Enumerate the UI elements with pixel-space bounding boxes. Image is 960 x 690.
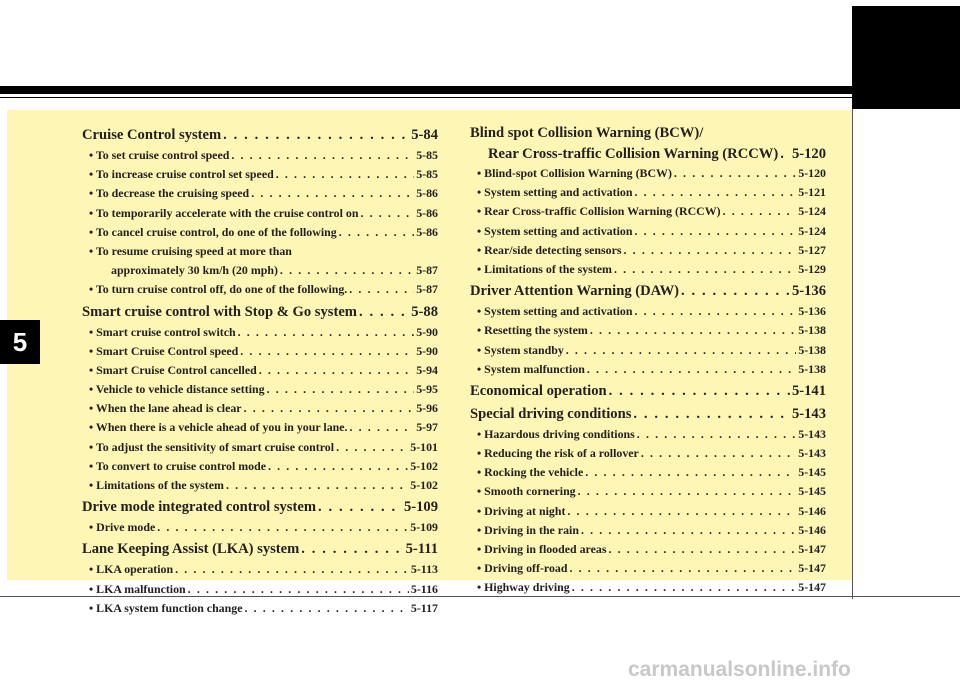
toc-subentry-title: • When the lane ahead is clear: [89, 399, 242, 418]
toc-subentry[interactable]: [470, 482, 826, 501]
toc-subentry-title: • To decrease the cruising speed: [89, 184, 249, 203]
toc-subentry[interactable]: [470, 183, 826, 202]
dot-leader: [337, 223, 415, 242]
toc-subentry-page: 5-147: [798, 561, 826, 576]
corner-block: [852, 6, 960, 109]
dot-leader: [583, 463, 796, 482]
toc-section[interactable]: [470, 280, 826, 302]
toc-subentry-page: 5-109: [410, 520, 438, 535]
toc-subentry-title: • System malfunction: [477, 360, 585, 379]
toc-subentry[interactable]: [82, 476, 438, 495]
toc-subentry-title: • Reducing the risk of a rollover: [477, 444, 639, 463]
toc-subentry[interactable]: [470, 341, 826, 360]
dot-leader: [186, 580, 409, 599]
dot-leader: [224, 476, 408, 495]
toc-subentry-title: • Smart cruise control switch: [89, 323, 236, 342]
toc-subentry-title: • When there is a vehicle ahead of you in your lane.: [89, 418, 348, 437]
toc-subentry[interactable]: [82, 223, 438, 242]
toc-subentry[interactable]: [82, 418, 438, 437]
toc-subentry-title: • Rear Cross-traffic Collision Warning (RCCW): [477, 202, 721, 221]
dot-leader: [778, 144, 790, 164]
header-thin-rule: [0, 97, 852, 98]
toc-subentry-title: • System setting and activation: [477, 222, 632, 241]
toc-subentry[interactable]: [82, 184, 438, 203]
toc-subentry[interactable]: [82, 342, 438, 361]
dot-leader: [236, 323, 415, 342]
toc-subentry-title: • To cancel cruise control, do one of the following: [89, 223, 337, 242]
toc-subentry[interactable]: [82, 280, 438, 299]
watermark: carmanualsonline.info: [628, 658, 851, 681]
toc-subentry-title: • Limitations of the system: [89, 476, 224, 495]
dot-leader: [274, 165, 414, 184]
dot-leader: [265, 380, 415, 399]
toc-subentry-page: 5-143: [798, 426, 826, 441]
toc-subentry-title: • Rear/side detecting sensors: [477, 241, 622, 260]
toc-subentry-page: 5-129: [798, 261, 826, 276]
dot-leader: [639, 444, 796, 463]
toc-subentry-title: • Driving off-road: [477, 559, 567, 578]
toc-subentry[interactable]: [470, 463, 826, 482]
toc-section-page: 5-109: [403, 499, 438, 516]
toc-subentry-title: • Driving in the rain: [477, 521, 579, 540]
dot-leader: [347, 280, 414, 299]
toc-subentry-page: 5-117: [410, 600, 438, 615]
dot-leader: [635, 425, 796, 444]
toc-section-title: Drive mode integrated control system: [82, 499, 316, 516]
dot-leader: [242, 599, 408, 618]
dot-leader: [721, 202, 797, 221]
toc-subentry-title: • Drive mode: [89, 518, 155, 537]
dot-leader: [242, 399, 415, 418]
margin-rule: [852, 109, 853, 599]
toc-subentry-page: 5-102: [410, 478, 438, 492]
toc-subentry-page: 5-138: [798, 342, 826, 357]
toc-subentry-page: 5-147: [798, 580, 826, 595]
dot-leader: [334, 438, 408, 457]
toc-subentry[interactable]: [470, 360, 826, 379]
toc-subentry-title: • Smart Cruise Control cancelled: [89, 361, 257, 380]
toc-subentry-page: 5-90: [416, 324, 438, 339]
toc-subentry-title: • To adjust the sensitivity of smart cruise control: [89, 438, 334, 457]
dot-leader: [622, 241, 797, 260]
toc-subentry-page: 5-86: [416, 186, 438, 201]
toc-subentry-page: 5-146: [798, 522, 826, 537]
toc-section[interactable]: [82, 538, 438, 560]
toc-subentry-page: 5-120: [798, 166, 826, 180]
toc-subentry-title: • Driving at night: [477, 502, 565, 521]
dot-leader: [612, 260, 796, 279]
toc-section[interactable]: [470, 403, 826, 425]
toc-subentry-title: • LKA operation: [89, 560, 173, 579]
toc-section[interactable]: [82, 496, 438, 518]
toc-subentry-page: 5-113: [410, 562, 438, 577]
toc-subentry[interactable]: [82, 146, 438, 165]
toc-subentry[interactable]: [470, 502, 826, 521]
toc-section-page: 5-88: [411, 303, 438, 320]
dot-leader: [266, 457, 408, 476]
dot-leader: [357, 301, 409, 323]
toc-subentry-title: • System setting and activation: [477, 302, 632, 321]
dot-leader: [588, 321, 796, 340]
dot-leader: [576, 482, 797, 501]
toc-subentry-title: • Resetting the system: [477, 321, 588, 340]
toc-section-title: Cruise Control system: [82, 127, 222, 143]
toc-subentry-page: 5-145: [798, 484, 826, 499]
toc-section-page: 5-84: [411, 127, 438, 143]
dot-leader: [567, 559, 796, 578]
toc-section-line[interactable]: Blind spot Collision Warning (BCW)/: [470, 125, 704, 141]
toc-column-right: [470, 123, 826, 598]
toc-subentry-title: • To increase cruise control set speed: [89, 165, 274, 184]
toc-subentry-title: • To convert to cruise control mode: [89, 457, 266, 476]
toc-subentry[interactable]: [82, 165, 438, 184]
toc-subentry-page: 5-127: [798, 242, 826, 257]
toc-subentry[interactable]: [82, 438, 438, 457]
toc-subentry[interactable]: [470, 521, 826, 540]
toc-subentry-page: 5-86: [416, 224, 438, 239]
toc-subentry-page: 5-121: [798, 185, 826, 200]
chapter-tab[interactable]: 5: [0, 320, 40, 364]
dot-leader: [679, 280, 790, 302]
toc-subentry-page: 5-147: [798, 542, 826, 556]
toc-subentry-page: 5-85: [416, 167, 438, 182]
toc-section-title: Special driving conditions: [470, 405, 632, 422]
toc-subentry[interactable]: [470, 202, 826, 221]
dot-leader: [565, 502, 796, 521]
toc-subentry[interactable]: [82, 399, 438, 418]
toc-subentry[interactable]: [470, 222, 826, 241]
toc-subentry-page: 5-90: [416, 343, 438, 358]
toc-subentry-title: • Highway driving: [477, 578, 570, 597]
dot-leader: [249, 184, 414, 203]
toc-subentry-title: • Blind-spot Collision Warning (BCW): [477, 164, 672, 183]
toc-subentry-line[interactable]: • To resume cruising speed at more than: [82, 242, 438, 261]
toc-subentry-title: • Rocking the vehicle: [477, 463, 583, 482]
toc-section-page: 5-141: [791, 382, 826, 399]
dot-leader: [579, 521, 796, 540]
toc-subentry[interactable]: [470, 444, 826, 463]
toc-subentry[interactable]: [470, 164, 826, 183]
toc-subentry[interactable]: [470, 578, 826, 597]
toc-subentry[interactable]: [470, 321, 826, 340]
toc-subentry-page: 5-86: [416, 205, 438, 220]
toc-subentry-title: • Smooth cornering: [477, 482, 576, 501]
toc-subentry-title: • To temporarily accelerate with the cruise control on: [89, 204, 358, 223]
toc-subentry[interactable]: [82, 560, 438, 579]
toc-section[interactable]: [470, 380, 826, 402]
toc-subentry[interactable]: [470, 425, 826, 444]
toc-subentry-title: • System setting and activation: [477, 183, 632, 202]
toc-subentry-title: • LKA malfunction: [89, 580, 186, 599]
toc-subentry-title: • Driving in flooded areas: [477, 540, 606, 559]
toc-subentry-page: 5-146: [798, 503, 826, 518]
toc-subentry-title: • Vehicle to vehicle distance setting: [89, 380, 265, 399]
dot-leader: [358, 204, 414, 223]
toc-subentry[interactable]: [82, 380, 438, 399]
dot-leader: [672, 164, 796, 183]
toc-subentry-page: 5-87: [416, 263, 438, 278]
toc-subentry[interactable]: [470, 260, 826, 279]
toc-subentry-page: 5-94: [416, 362, 438, 377]
dot-leader: [155, 518, 408, 537]
toc-subentry[interactable]: [82, 204, 438, 223]
dot-leader: [173, 560, 409, 579]
dot-leader: [257, 361, 414, 380]
dot-leader: [316, 496, 402, 518]
toc-subentry[interactable]: [470, 302, 826, 321]
toc-section-page: 5-136: [791, 283, 826, 300]
toc-subentry-title: • Limitations of the system: [477, 260, 612, 279]
toc-subentry-page: 5-124: [798, 223, 826, 238]
dot-leader: [632, 302, 796, 321]
toc-subentry-page: 5-87: [416, 282, 438, 297]
toc-subentry-page: 5-102: [410, 458, 438, 473]
toc-subentry[interactable]: [470, 559, 826, 578]
toc-subentry[interactable]: [82, 580, 438, 599]
toc-subentry-page: 5-116: [410, 581, 438, 596]
toc-subentry-title: • LKA system function change: [89, 599, 242, 618]
toc-section-title: Smart cruise control with Stop & Go system: [82, 303, 357, 320]
toc-subentry[interactable]: [82, 261, 438, 280]
toc-section-page: 5-143: [791, 405, 826, 422]
toc-subentry[interactable]: [82, 599, 438, 618]
toc-subentry[interactable]: [82, 323, 438, 342]
toc-subentry-page: 5-124: [798, 204, 826, 219]
toc-section-title: Rear Cross-traffic Collision Warning (RCCW): [488, 146, 779, 162]
toc-subentry-page: 5-136: [798, 304, 826, 319]
dot-leader: [229, 146, 414, 165]
toc-subentry-title: approximately 30 km/h (20 mph): [111, 263, 278, 278]
dot-leader: [632, 183, 796, 202]
header-thick-rule: [0, 86, 852, 94]
toc-subentry-page: 5-138: [798, 323, 826, 338]
toc-subentry-page: 5-143: [798, 446, 826, 461]
toc-subentry-title: • System standby: [477, 341, 564, 360]
toc-subentry-title: • Hazardous driving conditions: [477, 425, 635, 444]
toc-subentry[interactable]: [470, 540, 826, 559]
dot-leader: [299, 538, 403, 560]
toc-section[interactable]: [82, 124, 438, 146]
dot-leader: [585, 360, 796, 379]
toc-subentry[interactable]: [82, 518, 438, 537]
toc-section-title: Lane Keeping Assist (LKA) system: [82, 541, 300, 558]
toc-subentry-page: 5-138: [798, 361, 826, 376]
toc-subentry[interactable]: [470, 241, 826, 260]
toc-subentry-page: 5-145: [798, 465, 826, 480]
dot-leader: [632, 222, 796, 241]
toc-section-page: 5-120: [791, 146, 826, 162]
dot-leader: [606, 540, 796, 559]
dot-leader: [631, 403, 790, 425]
dot-leader: [278, 261, 414, 280]
dot-leader: [238, 342, 414, 361]
toc-subentry-page: 5-85: [416, 148, 438, 162]
toc-subentry-page: 5-101: [410, 439, 438, 454]
toc-subentry-title: • Smart Cruise Control speed: [89, 342, 238, 361]
toc-section-page: 5-111: [405, 541, 438, 558]
toc-subentry[interactable]: [82, 457, 438, 476]
toc-subentry-title: • To turn cruise control off, do one of the following.: [89, 280, 347, 299]
dot-leader: [607, 380, 790, 402]
toc-section[interactable]: [82, 301, 438, 323]
toc-subentry-page: 5-96: [416, 401, 438, 416]
dot-leader: [348, 418, 415, 437]
toc-section-title: Economical operation: [470, 382, 607, 399]
dot-leader: [221, 124, 409, 146]
toc-subentry-page: 5-95: [416, 382, 438, 397]
toc-subentry-page: 5-97: [416, 420, 438, 435]
toc-section[interactable]: [470, 144, 826, 164]
toc-column-left: [82, 123, 438, 618]
toc-section-title: Driver Attention Warning (DAW): [470, 283, 680, 300]
dot-leader: [570, 578, 797, 597]
toc-subentry[interactable]: [82, 361, 438, 380]
dot-leader: [564, 341, 796, 360]
toc-subentry-title: • To set cruise control speed: [89, 146, 229, 165]
